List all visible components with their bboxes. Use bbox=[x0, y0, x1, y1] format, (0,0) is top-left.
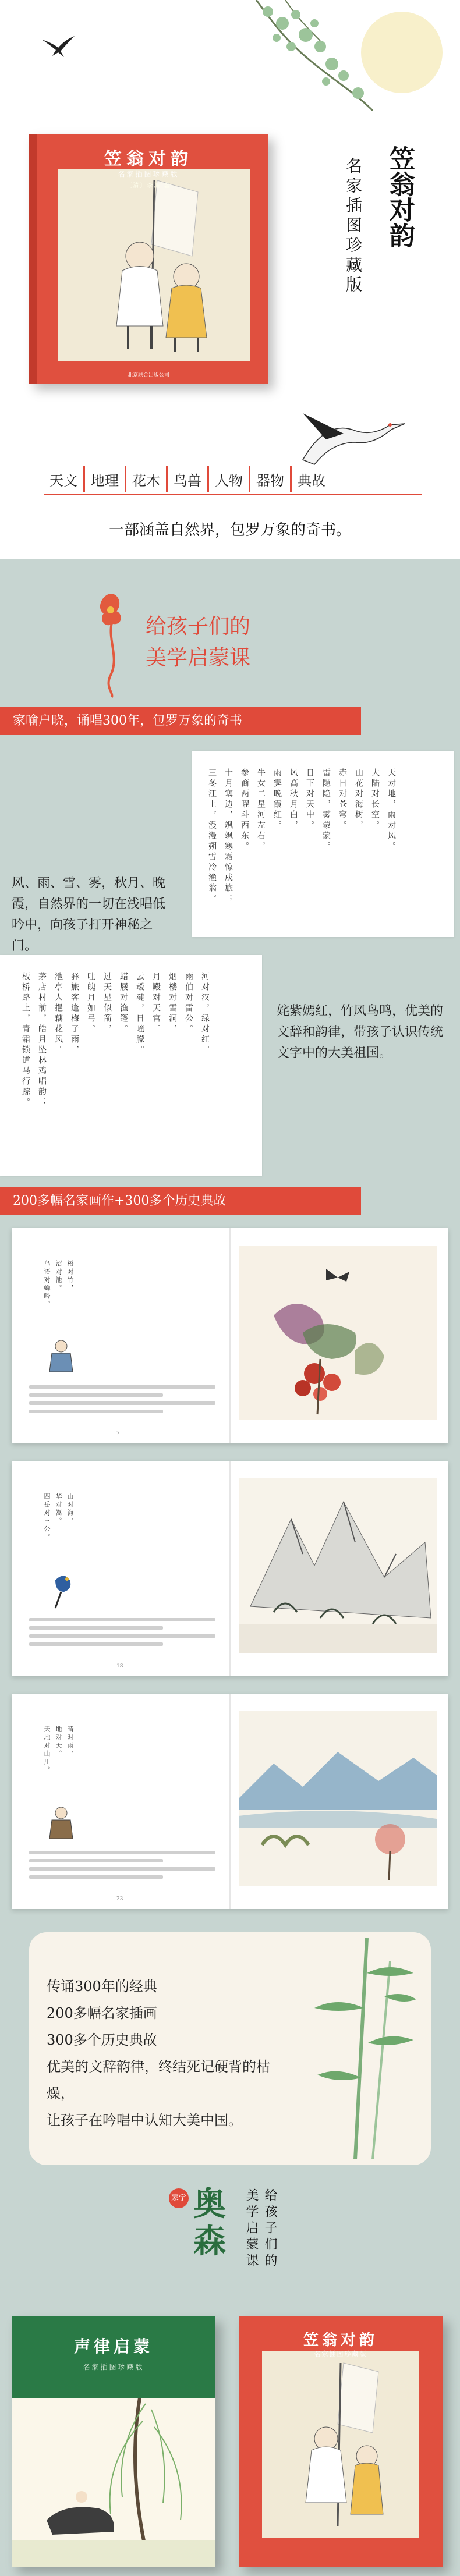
page-number: 23 bbox=[116, 1896, 123, 1902]
poem-caption-1: 风、雨、雪、雾，秋月、晚霞，自然界的一切在浅唱低吟中，向孩子打开神秘之门。 bbox=[12, 876, 166, 953]
book-cover-main bbox=[29, 134, 268, 384]
painting-blue-landscape bbox=[239, 1711, 437, 1886]
cover-willow-buffalo-illustration bbox=[12, 2398, 215, 2567]
gallery-banner: 200多幅名家画作+300多个历史典故 bbox=[0, 1187, 361, 1215]
poem-card-1 bbox=[192, 751, 454, 937]
book-right-title: 笠翁对韵 bbox=[303, 2332, 378, 2349]
tag-item: 地理 bbox=[83, 466, 125, 492]
tag-underline bbox=[44, 494, 422, 495]
vertical-title: 笠翁对韵 bbox=[385, 146, 415, 248]
bird-illustration bbox=[44, 1569, 79, 1609]
cover-subtitle: 名家插图珍藏版 bbox=[118, 170, 179, 178]
series-logo: 奥森 bbox=[193, 2185, 226, 2261]
cover-children-illustration bbox=[58, 169, 250, 361]
bamboo-illustration bbox=[303, 1938, 419, 2159]
book-left-subtitle: 名家插图珍藏版 bbox=[83, 2363, 144, 2371]
book-left-title: 声律启蒙 bbox=[73, 2337, 153, 2356]
tag-item: 典故 bbox=[290, 466, 331, 492]
cover-author: 〔清〕李渔 著 bbox=[126, 183, 171, 189]
aesthetic-heading bbox=[146, 611, 390, 674]
figure-illustration bbox=[44, 1801, 79, 1842]
page-number: 7 bbox=[116, 1431, 120, 1436]
page-number: 18 bbox=[116, 1663, 123, 1669]
tag-item: 器物 bbox=[249, 466, 290, 492]
summary-text: 传诵300年的经典 200多幅名家插画 300多个历史典故 优美的文辞韵律，终结死记硬背的枯燥， 让孩子在吟唱中认知大美中国。 bbox=[47, 1978, 270, 2128]
cover-publisher: 北京联合出版公司 bbox=[127, 372, 169, 378]
cover-children-illustration bbox=[262, 2351, 419, 2538]
category-tags bbox=[44, 466, 422, 492]
vertical-subtitle: 名家插图珍藏版 bbox=[344, 157, 363, 296]
slogan: 一部涵盖自然界，包罗万象的奇书。 bbox=[108, 521, 351, 539]
swallow-icon bbox=[41, 35, 76, 58]
intro-banner: 家喻户晓，诵唱300年，包罗万象的奇书 bbox=[0, 707, 361, 735]
heading-line-2: 美学启蒙课 bbox=[146, 646, 251, 670]
poem-card-2 bbox=[0, 955, 262, 1176]
poem-text: 天对地，雨对风。 大陆对长空。 山花对海树， 赤日对苍穹。 雷隐隐，雾蒙蒙。 日下对天中。 风高秋月白， 雨霁晚霞红。 牛女二星河左右， 参商两曜斗西东。 十月塞边，飒飒寒霜惊戍旅； 三冬江上，漫漫朔雪冷渔翁。 bbox=[207, 768, 396, 904]
book-spread-3 bbox=[12, 1694, 448, 1909]
book-spread-2 bbox=[12, 1461, 448, 1676]
poem-text: 河对汉，绿对红。 雨伯对雷公。 烟楼对雪洞， 月殿对天宫。 云叆叇，日曈朦。 蜡屐对渔篷。 过天星似箭， 吐魄月如弓。 驿旅客逢梅子雨， 池亭人挹藕花风。 茅店村前，皓月坠林鸡唱韵； 板桥路上，青霜锁道马行踪。 bbox=[21, 972, 210, 1108]
book-spread-1 bbox=[12, 1228, 448, 1443]
spread-poem: 山对海， 华对嵩。 四岳对三公。 bbox=[43, 1493, 74, 1542]
moon-circle bbox=[361, 12, 443, 93]
poem-caption-2: 姹紫嫣红，竹风鸟鸣，优美的文辞和韵律，带孩子认识传统文字中的大美祖国。 bbox=[277, 1004, 444, 1060]
painting-flowers-butterflies bbox=[239, 1246, 437, 1420]
spread-poem: 梧对竹， 沼对池。 鸟语对蝉吟。 bbox=[43, 1260, 74, 1309]
plum-blossom-illustration bbox=[250, 0, 378, 116]
series-tagline: 给孩子们的美学启蒙课 bbox=[244, 2188, 277, 2270]
book-cover-left bbox=[12, 2316, 215, 2567]
crane-illustration bbox=[291, 402, 408, 471]
tag-item: 天文 bbox=[49, 472, 77, 489]
series-badge: 蒙学 bbox=[169, 2188, 189, 2208]
painting-snowy-mountains bbox=[239, 1478, 437, 1653]
figure-illustration bbox=[44, 1336, 79, 1376]
red-flower-illustration bbox=[87, 588, 134, 698]
spread-poem: 晴对雨， 地对天。 天地对山川。 bbox=[43, 1726, 74, 1775]
cover-title: 笠翁对韵 bbox=[104, 149, 193, 169]
tag-item: 人物 bbox=[207, 466, 249, 492]
book-right-subtitle: 名家插图珍藏版 bbox=[314, 2350, 367, 2358]
tag-item: 鸟兽 bbox=[166, 466, 207, 492]
tag-item: 花木 bbox=[125, 466, 166, 492]
book-cover-right bbox=[239, 2316, 443, 2567]
heading-line-1: 给孩子们的 bbox=[146, 615, 251, 638]
